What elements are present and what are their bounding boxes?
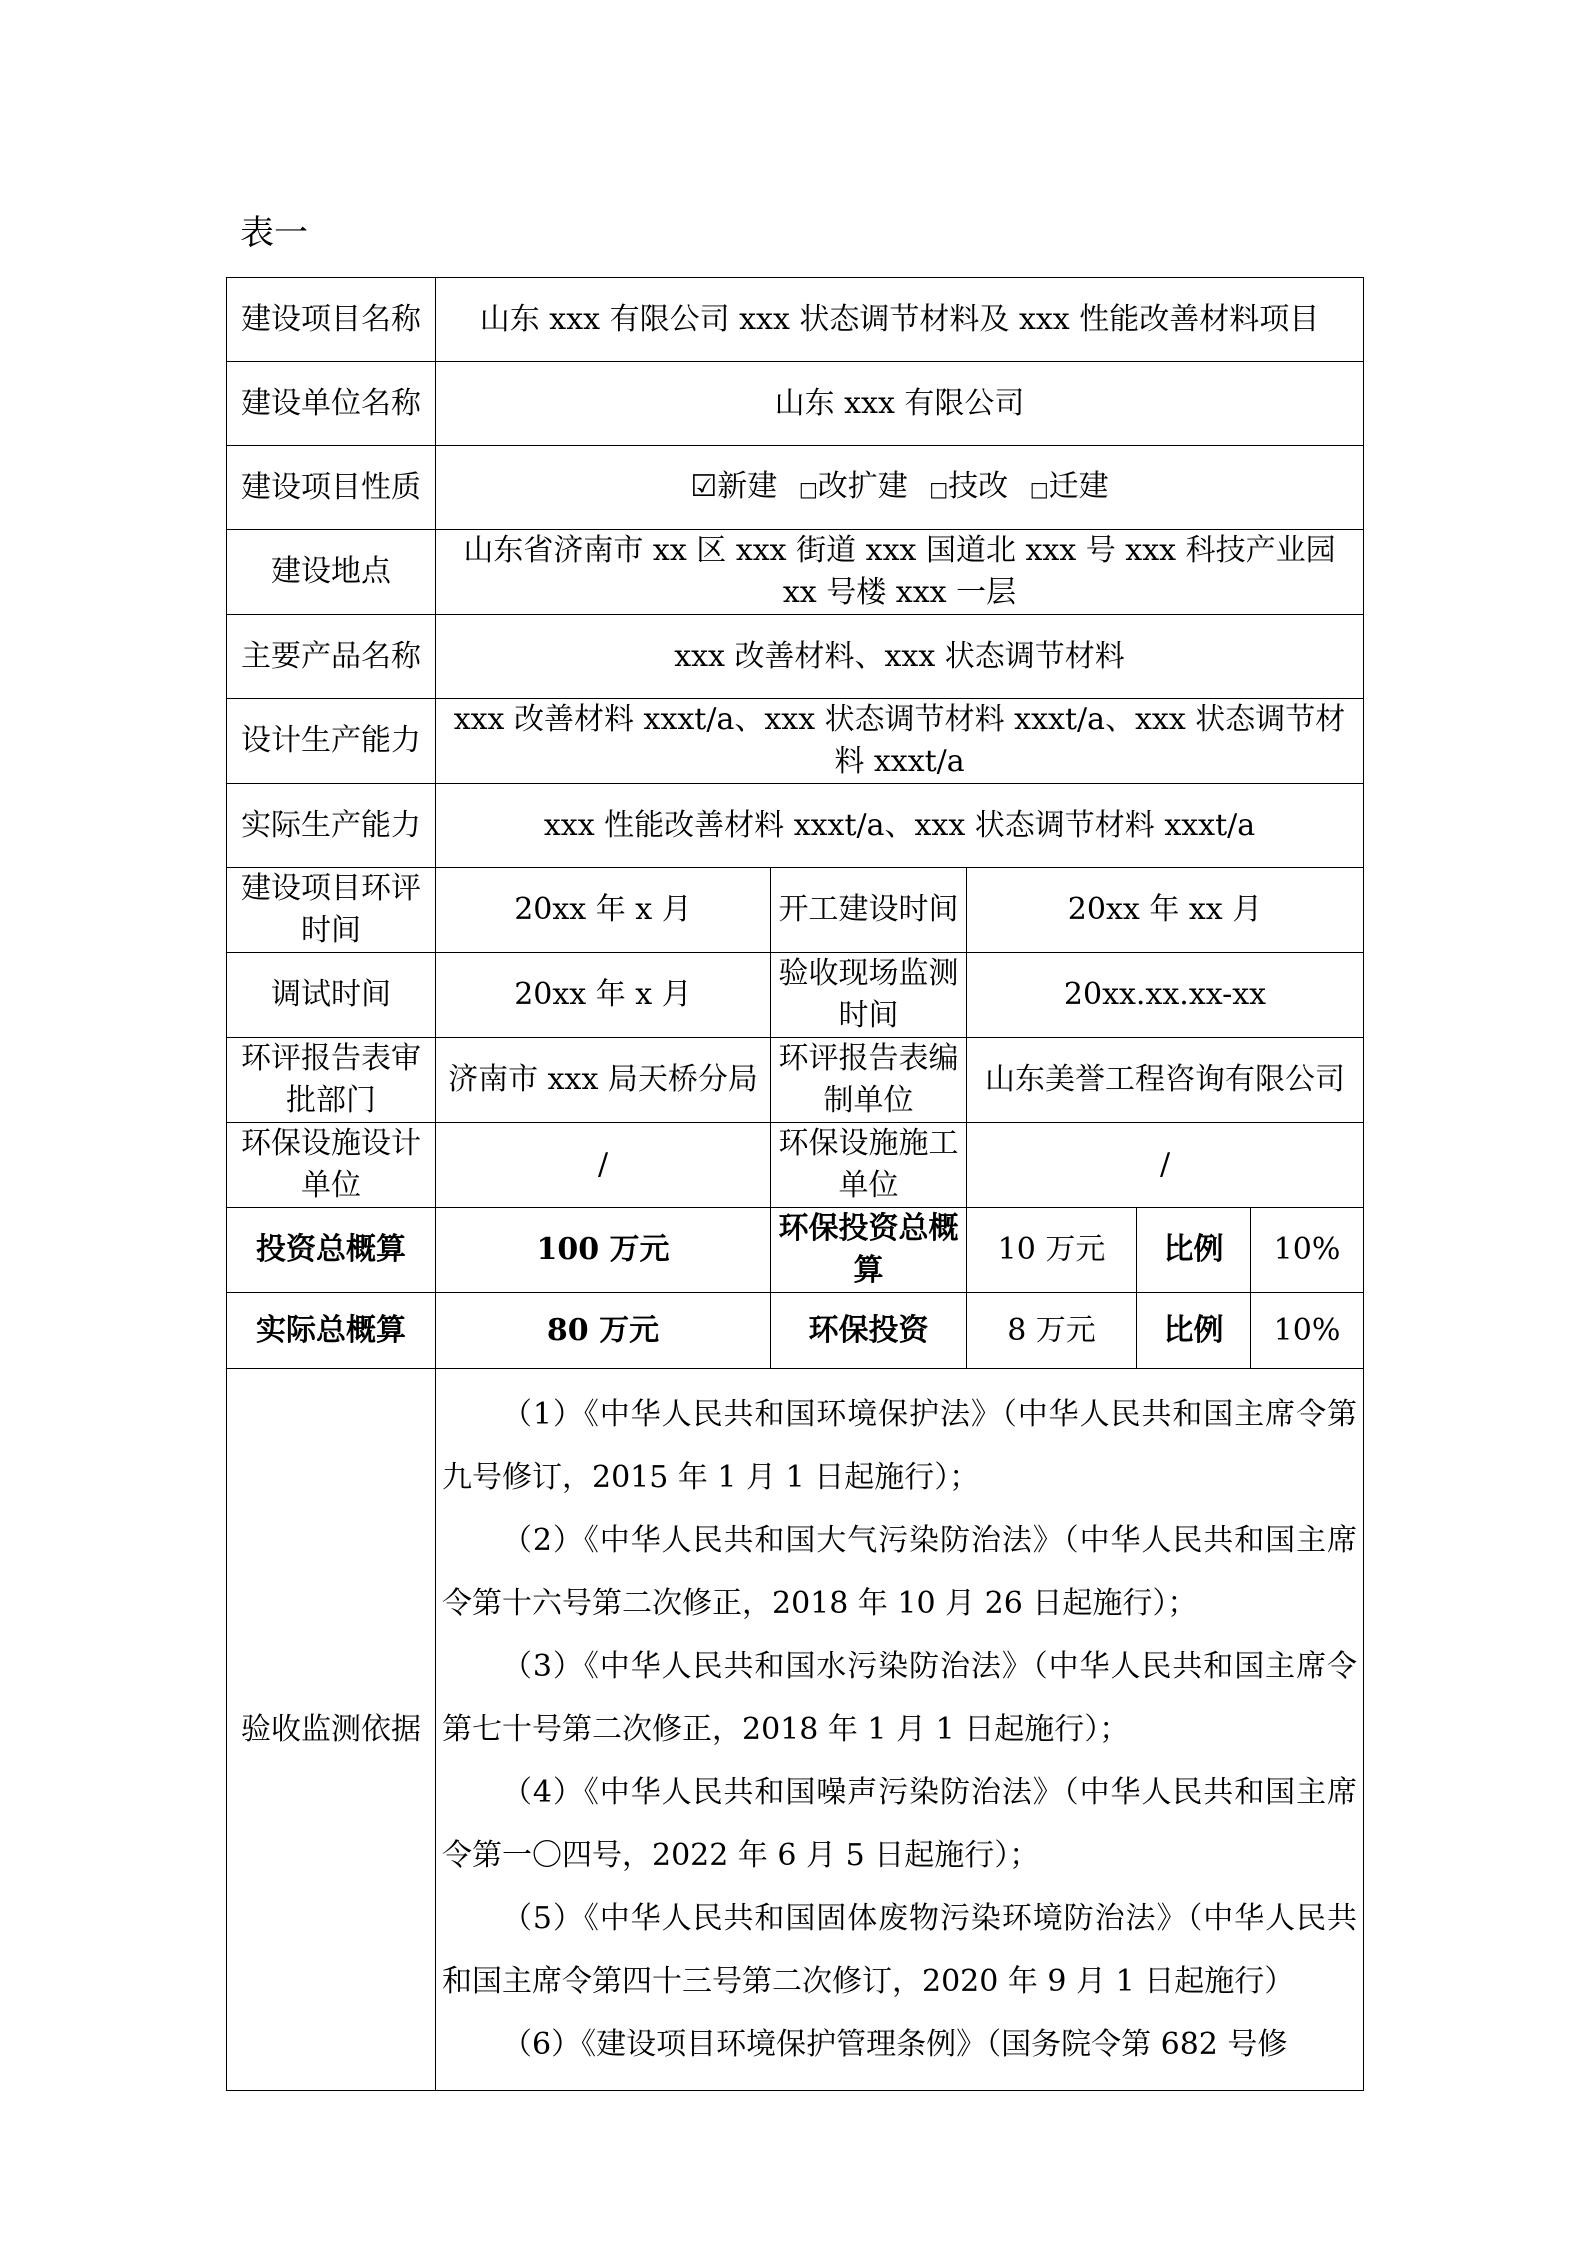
unit-name-value: 山东 xxx 有限公司 bbox=[436, 362, 1364, 446]
document-title: 表一 bbox=[240, 213, 308, 253]
approval-dept-label: 环评报告表审批部门 bbox=[227, 1038, 436, 1123]
basis-label: 验收监测依据 bbox=[227, 1369, 436, 2091]
project-nature-label: 建设项目性质 bbox=[227, 446, 436, 530]
actual-ratio-value: 10% bbox=[1251, 1293, 1364, 1369]
row-main-products bbox=[227, 615, 1364, 699]
eia-time-value: 20xx 年 x 月 bbox=[436, 868, 771, 953]
row-env-facility bbox=[227, 1123, 1364, 1208]
row-debug-time bbox=[227, 953, 1364, 1038]
row-investment-total bbox=[227, 1208, 1364, 1293]
monitoring-time-label: 验收现场监测时间 bbox=[771, 953, 967, 1038]
facility-design-label: 环保设施设计单位 bbox=[227, 1123, 436, 1208]
row-project-name bbox=[227, 278, 1364, 362]
option-relocation: □迁建 bbox=[1029, 468, 1109, 504]
eia-time-label: 建设项目环评时间 bbox=[227, 868, 436, 953]
env-investment-total-value: 10 万元 bbox=[967, 1208, 1137, 1293]
ratio-value: 10% bbox=[1251, 1208, 1364, 1293]
actual-total-label: 实际总概算 bbox=[227, 1293, 436, 1369]
unchecked-box-icon: □ bbox=[798, 476, 818, 501]
row-location bbox=[227, 530, 1364, 615]
row-project-nature bbox=[227, 446, 1364, 530]
unit-name-label: 建设单位名称 bbox=[227, 362, 436, 446]
row-eia-approval bbox=[227, 1038, 1364, 1123]
row-actual-total bbox=[227, 1293, 1364, 1369]
env-investment-label: 环保投资 bbox=[771, 1293, 967, 1369]
basis-item: （4）《中华人民共和国噪声污染防治法》（中华人民共和国主席令第一〇四号，2022 年 6 月 5 日起施行）； bbox=[442, 1775, 1357, 1873]
location-value: 山东省济南市 xx 区 xxx 街道 xxx 国道北 xxx 号 xxx 科技产业园 xx 号楼 xxx 一层 bbox=[436, 530, 1364, 615]
checked-box-icon: ☑ bbox=[690, 468, 718, 504]
option-tech-upgrade: □技改 bbox=[929, 468, 1009, 504]
location-label: 建设地点 bbox=[227, 530, 436, 615]
basis-item: （1）《中华人民共和国环境保护法》（中华人民共和国主席令第九号修订，2015 年 1 月 1 日起施行）； bbox=[442, 1397, 1357, 1495]
project-nature-options bbox=[436, 446, 1364, 530]
report-compiler-label: 环评报告表编制单位 bbox=[771, 1038, 967, 1123]
project-info-table bbox=[226, 277, 1364, 2091]
facility-design-value: / bbox=[436, 1123, 771, 1208]
investment-total-label: 投资总概算 bbox=[227, 1208, 436, 1293]
construction-start-label: 开工建设时间 bbox=[771, 868, 967, 953]
row-unit-name bbox=[227, 362, 1364, 446]
row-eia-time bbox=[227, 868, 1364, 953]
row-actual-capacity bbox=[227, 784, 1364, 868]
unchecked-box-icon: □ bbox=[929, 476, 949, 501]
option-expansion: □改扩建 bbox=[798, 468, 908, 504]
approval-dept-value: 济南市 xxx 局天桥分局 bbox=[436, 1038, 771, 1123]
env-investment-value: 8 万元 bbox=[967, 1293, 1137, 1369]
monitoring-time-value: 20xx.xx.xx-xx bbox=[967, 953, 1364, 1038]
ratio-label: 比例 bbox=[1137, 1208, 1251, 1293]
basis-item: （3）《中华人民共和国水污染防治法》（中华人民共和国主席令第七十号第二次修正，2018 年 1 月 1 日起施行）； bbox=[442, 1649, 1357, 1747]
option-new-build: ☑新建 bbox=[690, 468, 778, 504]
construction-start-value: 20xx 年 xx 月 bbox=[967, 868, 1364, 953]
basis-item: （6）《建设项目环境保护管理条例》（国务院令第 682 号修 bbox=[502, 2027, 1288, 2062]
actual-capacity-value: xxx 性能改善材料 xxxt/a、xxx 状态调节材料 xxxt/a bbox=[436, 784, 1364, 868]
row-monitoring-basis bbox=[227, 1369, 1364, 2091]
main-products-label: 主要产品名称 bbox=[227, 615, 436, 699]
env-investment-total-label: 环保投资总概算 bbox=[771, 1208, 967, 1293]
design-capacity-value: xxx 改善材料 xxxt/a、xxx 状态调节材料 xxxt/a、xxx 状态调节材料 xxxt/a bbox=[436, 699, 1364, 784]
facility-construction-label: 环保设施施工单位 bbox=[771, 1123, 967, 1208]
actual-total-value: 80 万元 bbox=[436, 1293, 771, 1369]
report-compiler-value: 山东美誉工程咨询有限公司 bbox=[967, 1038, 1364, 1123]
project-name-label: 建设项目名称 bbox=[227, 278, 436, 362]
basis-content bbox=[436, 1369, 1364, 2091]
debug-time-value: 20xx 年 x 月 bbox=[436, 953, 771, 1038]
actual-capacity-label: 实际生产能力 bbox=[227, 784, 436, 868]
facility-construction-value: / bbox=[967, 1123, 1364, 1208]
unchecked-box-icon: □ bbox=[1029, 476, 1049, 501]
basis-item: （5）《中华人民共和国固体废物污染环境防治法》（中华人民共和国主席令第四十三号第二次修订，2020 年 9 月 1 日起施行） bbox=[442, 1901, 1357, 1999]
project-name-value: 山东 xxx 有限公司 xxx 状态调节材料及 xxx 性能改善材料项目 bbox=[436, 278, 1364, 362]
design-capacity-label: 设计生产能力 bbox=[227, 699, 436, 784]
row-design-capacity bbox=[227, 699, 1364, 784]
basis-item: （2）《中华人民共和国大气污染防治法》（中华人民共和国主席令第十六号第二次修正，2018 年 10 月 26 日起施行）； bbox=[442, 1523, 1357, 1621]
debug-time-label: 调试时间 bbox=[227, 953, 436, 1038]
main-products-value: xxx 改善材料、xxx 状态调节材料 bbox=[436, 615, 1364, 699]
investment-total-value: 100 万元 bbox=[436, 1208, 771, 1293]
actual-ratio-label: 比例 bbox=[1137, 1293, 1251, 1369]
